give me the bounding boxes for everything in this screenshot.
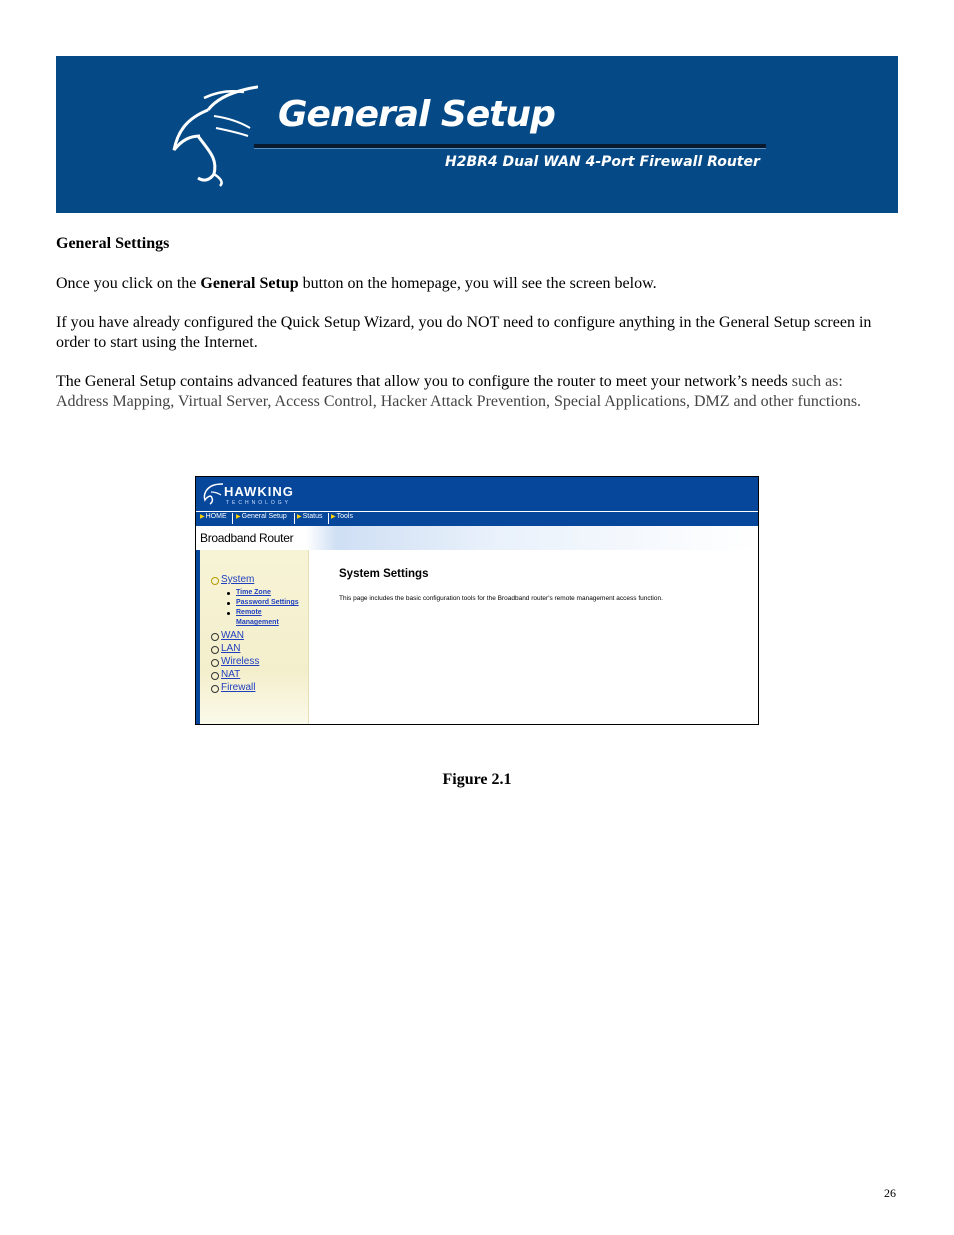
hawking-brand-sub: TECHNOLOGY (226, 500, 292, 506)
router-screenshot-figure (195, 476, 759, 725)
content-description: This page includes the basic configuration tools for the Broadband router's remote management access function. (339, 595, 663, 602)
sidebar-item-wan[interactable]: WAN (221, 630, 244, 641)
radio-circle-icon (211, 577, 219, 585)
paragraph-quick-setup: If you have already configured the Quick Setup Wizard, you do NOT need to configure anything in the General Setup screen in order to start using the Internet. (56, 314, 872, 351)
hawk-head-logo (168, 70, 258, 190)
paragraph-features (56, 372, 898, 412)
router-page-header: Broadband Router (200, 531, 294, 545)
arrow-right-icon: ▶ (236, 514, 241, 520)
router-sidebar (196, 550, 309, 724)
radio-circle-icon (211, 646, 219, 654)
banner-title: General Setup (278, 94, 555, 135)
sidebar-item-firewall[interactable]: Firewall (221, 682, 256, 693)
sidebar-item-system[interactable]: System (221, 574, 255, 585)
bullet-icon (227, 602, 230, 605)
banner-rule-highlight (254, 148, 766, 149)
banner-subtitle: H2BR4 Dual WAN 4-Port Firewall Router (445, 154, 760, 170)
sidebar-item-nat[interactable]: NAT (221, 669, 241, 680)
sidebar-subitem-management[interactable]: Management (236, 619, 279, 626)
arrow-right-icon: ▶ (200, 514, 205, 520)
hawking-bird-icon (202, 481, 224, 505)
nav-tools[interactable]: ▶Tools (331, 513, 353, 520)
bullet-icon (227, 612, 230, 615)
content-title: System Settings (339, 568, 429, 580)
intro-text-after: button on the homepage, you will see the screen below. (298, 275, 657, 292)
nav-general-setup[interactable]: ▶General Setup (236, 513, 287, 520)
sidebar-subitem-time-zone[interactable]: Time Zone (236, 589, 271, 596)
router-header (196, 477, 758, 511)
sidebar-subitem-password-settings[interactable]: Password Settings (236, 599, 299, 606)
nav-status[interactable]: ▶Status (297, 513, 323, 520)
features-text-list: such as: Address Mapping, Virtual Server, Access Control, Hacker Attack Prevention, Special Applications, DMZ and other functions. (56, 373, 862, 410)
router-title-bar (196, 526, 758, 550)
radio-circle-icon (211, 685, 219, 693)
paragraph-intro (56, 274, 898, 294)
sidebar-strip (196, 550, 200, 724)
header-banner (56, 56, 898, 213)
sidebar-item-lan[interactable]: LAN (221, 643, 241, 654)
arrow-right-icon: ▶ (297, 514, 302, 520)
bullet-icon (227, 592, 230, 595)
features-text-main: The General Setup contains advanced features that allow you to configure the router to meet your network’s needs (56, 373, 792, 390)
radio-circle-icon (211, 672, 219, 680)
page-number: 26 (884, 1186, 896, 1200)
hawking-brand: HAWKING (224, 484, 294, 499)
figure-caption: Figure 2.1 (442, 771, 512, 788)
section-heading: General Settings (56, 235, 170, 252)
intro-text-bold: General Setup (200, 275, 299, 292)
nav-home[interactable]: ▶HOME (200, 513, 227, 520)
router-nav-bar (196, 511, 758, 526)
arrow-right-icon: ▶ (331, 514, 336, 520)
intro-text-before: Once you click on the (56, 275, 201, 292)
radio-circle-icon (211, 659, 219, 667)
radio-circle-icon (211, 633, 219, 641)
sidebar-item-wireless[interactable]: Wireless (221, 656, 260, 667)
sidebar-subitem-remote[interactable]: Remote (236, 609, 262, 616)
